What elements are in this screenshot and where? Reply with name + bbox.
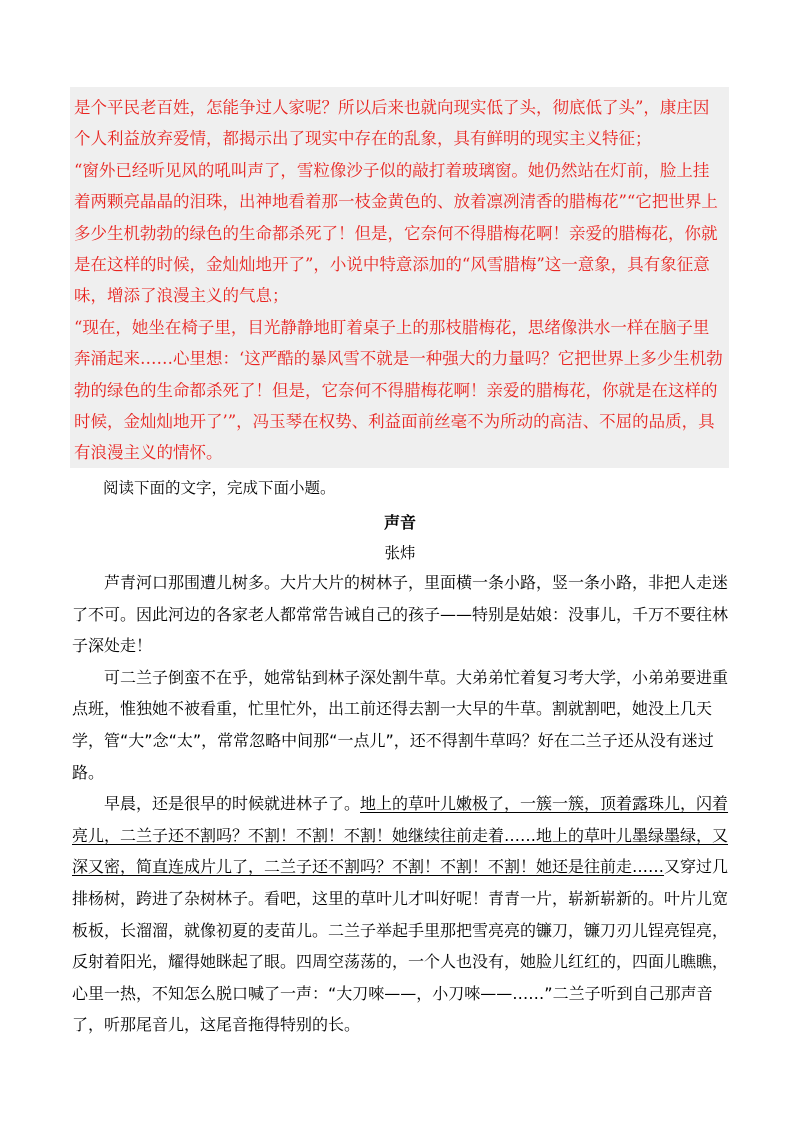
story-paragraph-3-end: 又穿过几排杨树，跨进了杂树林子。看吧，这里的草叶儿才叫好呢！青青一片，崭新崭新的。叶片儿宽板板，长溜溜，就像初夏的麦苗儿。二兰子举起手里那把雪亮亮的镰刀，镰刀刃儿锃亮锃亮，反射着阳光，耀得她眯起了眼。四周空荡荡的，一个人也没有，她脸儿红红的，四面儿瞧瞧，心里一热，不知怎么脱口喊了一声：“大刀唻——，小刀唻——……”二兰子听到自己那声音了，听那尾音儿，这尾音拖得特别的长。 bbox=[72, 857, 729, 1035]
story-paragraph-2: 可二兰子倒蛮不在乎，她常钻到林子深处割牛草。大弟弟忙着复习考大学，小弟弟要进重点班，惟独她不被看重，忙里忙外，出工前还得去割一大早的牛草。割就割吧，她没上几天学，管“大”念“太”，常常忽略中间那“一点儿”，还不得割牛草吗？好在二兰子还从没有迷过路。 bbox=[72, 667, 729, 782]
story-paragraph-3-start: 早晨，还是很早的时候就进林子了。 bbox=[104, 794, 361, 814]
answer-paragraph-2: “窗外已经听见风的吼叫声了，雪粒像沙子似的敲打着玻璃窗。她仍然站在灯前，脸上挂着两颗亮晶晶的泪珠，出神地看着那一枝金黄色的、放着凛冽清香的腊梅花”“它把世界上多少生机勃勃的绿色的生命都杀死了！但是，它奈何不得腊梅花啊！亲爱的腊梅花，你就是在这样的时候，金灿灿地开了”，小说中特意添加的“风雪腊梅”这一意象，具有象征意味，增添了浪漫主义的气息； bbox=[74, 160, 718, 306]
answer-analysis-block bbox=[70, 87, 729, 468]
reading-instruction: 阅读下面的文字，完成下面小题。 bbox=[103, 479, 336, 497]
story-author: 张炜 bbox=[384, 544, 416, 562]
underlined-passage: 地上的草叶儿嫩极了，一簇一簇，顶着露珠儿，闪着亮儿，二兰子还不割吗？不割！不割！不割！她继续往前走着……地上的草叶儿墨绿墨绿，又深又密，简直连成片儿了，二兰子还不割吗？不割！不割！不割！她还是往前走…… bbox=[72, 794, 729, 877]
answer-paragraph-3: “现在，她坐在椅子里，目光静静地盯着桌子上的那枝腊梅花，思绪像洪水一样在脑子里奔涌起来……心里想：‘这严酷的暴风雪不就是一种强大的力量吗？它把世界上多少生机勃勃的绿色的生命都杀死了！但是，它奈何不得腊梅花啊！亲爱的腊梅花，你就是在这样的时候，金灿灿地开了’”，冯玉琴在权势、利益面前丝毫不为所动的高洁、不屈的品质，具有浪漫主义的情怀。 bbox=[74, 317, 723, 463]
story-title: 声音 bbox=[383, 513, 416, 532]
story-paragraph-1: 芦青河口那围遭儿树多。大片大片的树林子，里面横一条小路，竖一条小路，非把人走迷了不可。因此河边的各家老人都常常告诫自己的孩子——特别是姑娘：没事儿，千万不要往林子深处走！ bbox=[72, 573, 729, 656]
answer-paragraph-1: 是个平民老百姓，怎能争过人家呢？所以后来也就向现实低了头，彻底低了头”，康庄因个人利益放弃爱情，都揭示出了现实中存在的乱象，具有鲜明的现实主义特征； bbox=[74, 98, 710, 149]
story-body bbox=[72, 567, 730, 1041]
story-paragraph-3 bbox=[72, 788, 730, 1041]
